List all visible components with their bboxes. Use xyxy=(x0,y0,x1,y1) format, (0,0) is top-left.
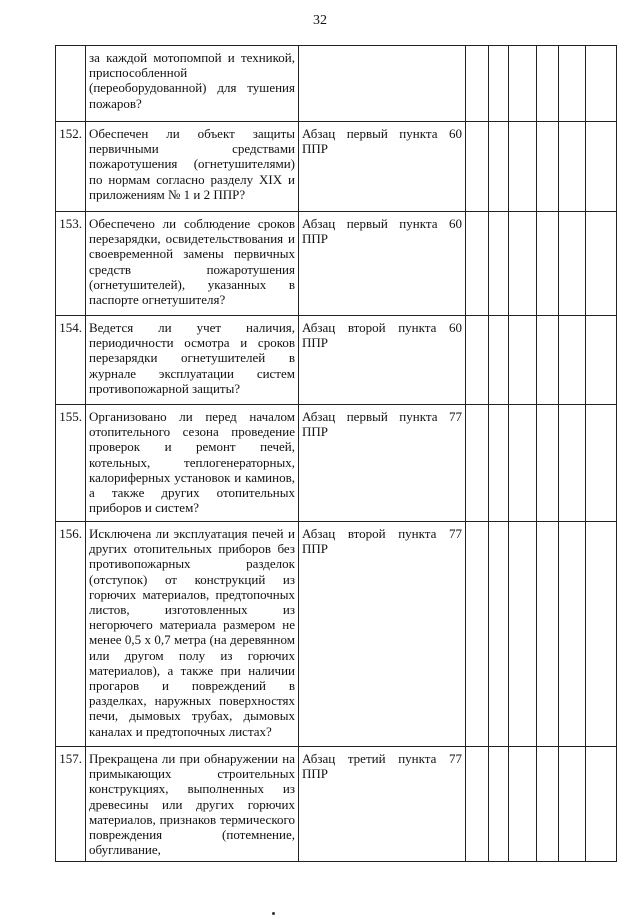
answer-cell xyxy=(509,316,537,405)
table-row xyxy=(56,747,617,862)
answer-cell xyxy=(489,212,509,316)
table-row xyxy=(56,405,617,522)
page-number: 32 xyxy=(313,13,327,28)
legal-reference xyxy=(299,46,466,122)
legal-reference: Абзац второй пункта 60 ППР xyxy=(299,316,466,405)
question-text: Ведется ли учет наличия, периодичности осмотра и сроков перезарядки огнетушителей в журнале эксплуатации систем противопожарной защиты? xyxy=(86,316,299,405)
legal-reference: Абзац второй пункта 77 ППР xyxy=(299,522,466,747)
answer-cell xyxy=(466,522,489,747)
legal-reference: Абзац первый пункта 77 ППР xyxy=(299,405,466,522)
legal-reference: Абзац третий пункта 77 ППР xyxy=(299,747,466,862)
legal-reference: Абзац первый пункта 60 ППР xyxy=(299,122,466,212)
answer-cell xyxy=(466,316,489,405)
answer-cell xyxy=(537,522,559,747)
answer-cell xyxy=(537,405,559,522)
answer-cell xyxy=(509,522,537,747)
answer-cell xyxy=(466,212,489,316)
answer-cell xyxy=(586,747,617,862)
table-body xyxy=(56,46,617,862)
answer-cell xyxy=(559,522,586,747)
scan-artifact-dot xyxy=(272,912,275,915)
answer-cell xyxy=(537,122,559,212)
question-text: Прекращена ли при обнаружении на примыкающих строительных конструкциях, выполненных из древесины или других горючих материалов, признаков термического повреждения (потемнение, обугливание, xyxy=(86,747,299,862)
answer-cell xyxy=(489,747,509,862)
answer-cell xyxy=(537,46,559,122)
question-text: Обеспечен ли объект защиты первичными средствами пожаротушения (огнетушителями) по нормам согласно разделу XIX и приложениям № 1 и 2 ППР? xyxy=(86,122,299,212)
item-number: 155. xyxy=(56,405,86,522)
checklist-table xyxy=(55,45,617,862)
answer-cell xyxy=(489,122,509,212)
table-row xyxy=(56,46,617,122)
answer-cell xyxy=(537,212,559,316)
answer-cell xyxy=(509,405,537,522)
answer-cell xyxy=(559,122,586,212)
answer-cell xyxy=(489,316,509,405)
answer-cell xyxy=(559,747,586,862)
question-text: Организовано ли перед началом отопительного сезона проведение проверок и ремонт печей, котельных, теплогенераторных, калориферных установок и каминов, а также других отопительных приборов и систем? xyxy=(86,405,299,522)
item-number xyxy=(56,46,86,122)
answer-cell xyxy=(509,747,537,862)
question-text: за каждой мотопомпой и техникой, приспособленной (переоборудованной) для тушения пожаров? xyxy=(86,46,299,122)
item-number: 154. xyxy=(56,316,86,405)
answer-cell xyxy=(586,405,617,522)
answer-cell xyxy=(559,405,586,522)
answer-cell xyxy=(466,122,489,212)
answer-cell xyxy=(586,212,617,316)
question-text: Обеспечено ли соблюдение сроков перезарядки, освидетельствования и своевременной замены первичных средств пожаротушения (огнетушителей), указанных в паспорте огнетушителя? xyxy=(86,212,299,316)
answer-cell xyxy=(466,405,489,522)
answer-cell xyxy=(489,405,509,522)
legal-reference: Абзац первый пункта 60 ППР xyxy=(299,212,466,316)
table-row xyxy=(56,522,617,747)
item-number: 153. xyxy=(56,212,86,316)
answer-cell xyxy=(509,212,537,316)
answer-cell xyxy=(509,122,537,212)
table-row xyxy=(56,122,617,212)
answer-cell xyxy=(537,747,559,862)
item-number: 152. xyxy=(56,122,86,212)
question-text: Исключена ли эксплуатация печей и других отопительных приборов без противопожарных разделок (отступок) от конструкций из горючих материалов, предтопочных листов, изготовленных из негорючего материала размером не менее 0,5 x 0,7 метра (на деревянном или другом полу из горючих материалов), а также при наличии прогаров и повреждений в разделках, наружных поверхностях печи, дымовых трубах, дымовых каналах и предтопочных листах? xyxy=(86,522,299,747)
answer-cell xyxy=(586,46,617,122)
answer-cell xyxy=(559,316,586,405)
answer-cell xyxy=(559,46,586,122)
answer-cell xyxy=(466,747,489,862)
answer-cell xyxy=(537,316,559,405)
table-row xyxy=(56,212,617,316)
item-number: 157. xyxy=(56,747,86,862)
answer-cell xyxy=(586,522,617,747)
answer-cell xyxy=(559,212,586,316)
answer-cell xyxy=(586,122,617,212)
item-number: 156. xyxy=(56,522,86,747)
answer-cell xyxy=(466,46,489,122)
answer-cell xyxy=(489,522,509,747)
answer-cell xyxy=(509,46,537,122)
answer-cell xyxy=(586,316,617,405)
table-row xyxy=(56,316,617,405)
answer-cell xyxy=(489,46,509,122)
